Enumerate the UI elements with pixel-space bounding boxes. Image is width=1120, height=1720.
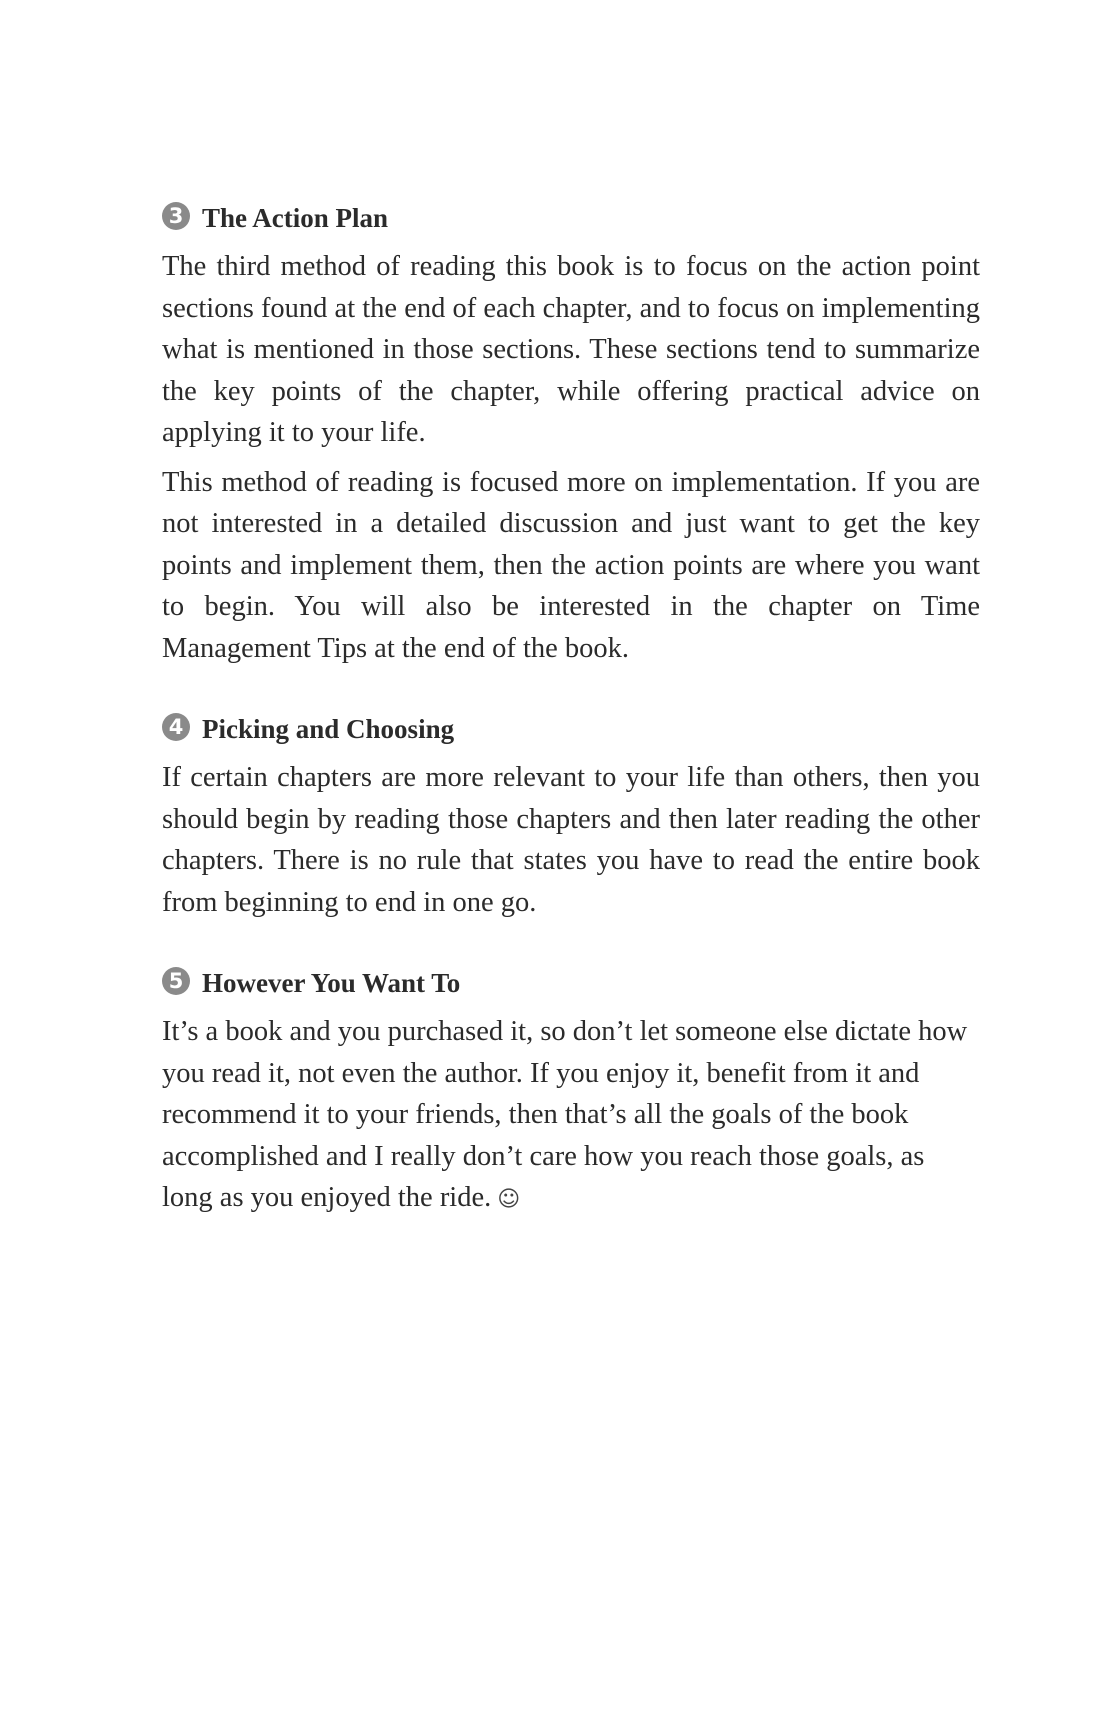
- section-heading: [162, 965, 980, 1001]
- paragraph: The third method of reading this book is to focus on the action point sections found at the end of each chapter, and to focus on implementing what is mentioned in those sections. These sections tend to summarize the key points of the chapter, while offering practical advice on applying it to your life.: [162, 251, 980, 448]
- section-heading: [162, 711, 980, 747]
- section-title: The Action Plan: [202, 202, 389, 233]
- paragraph: If certain chapters are more relevant to your life than others, then you should begin by reading those chapters and then later reading the other chapters. There is no rule that states you have to read the entire book from beginning to end in one go.: [162, 762, 980, 918]
- page-content: [162, 200, 980, 1263]
- paragraph: This method of reading is focused more on implementation. If you are not interested in a detailed discussion and just want to get the key points and implement them, then the action points are where you want to begin. You will also be interested in the chapter on Time Management Tips at the end of the book.: [162, 466, 980, 664]
- section-heading: [162, 200, 980, 236]
- paragraph: [162, 1011, 980, 1221]
- number-circle-icon: 4: [162, 713, 190, 741]
- section-title: Picking and Choosing: [202, 713, 455, 744]
- section-title: However You Want To: [202, 967, 461, 998]
- number-circle-icon: 3: [162, 202, 190, 230]
- paragraph-text: It’s a book and you purchased it, so don’t let someone else dictate how you read it, not even the author. If you enjoy it, benefit from it and recommend it to your friends, then that’s all the goals of the book accomplished and I really don’t care how you reach those goals, as long as you enjoyed the ride.: [162, 1016, 968, 1213]
- section-however-you-want-to: [162, 965, 980, 1221]
- smiley-icon: ☺: [497, 1187, 521, 1212]
- number-circle-icon: 5: [162, 967, 190, 995]
- section-picking-and-choosing: [162, 711, 980, 923]
- section-action-plan: [162, 200, 980, 669]
